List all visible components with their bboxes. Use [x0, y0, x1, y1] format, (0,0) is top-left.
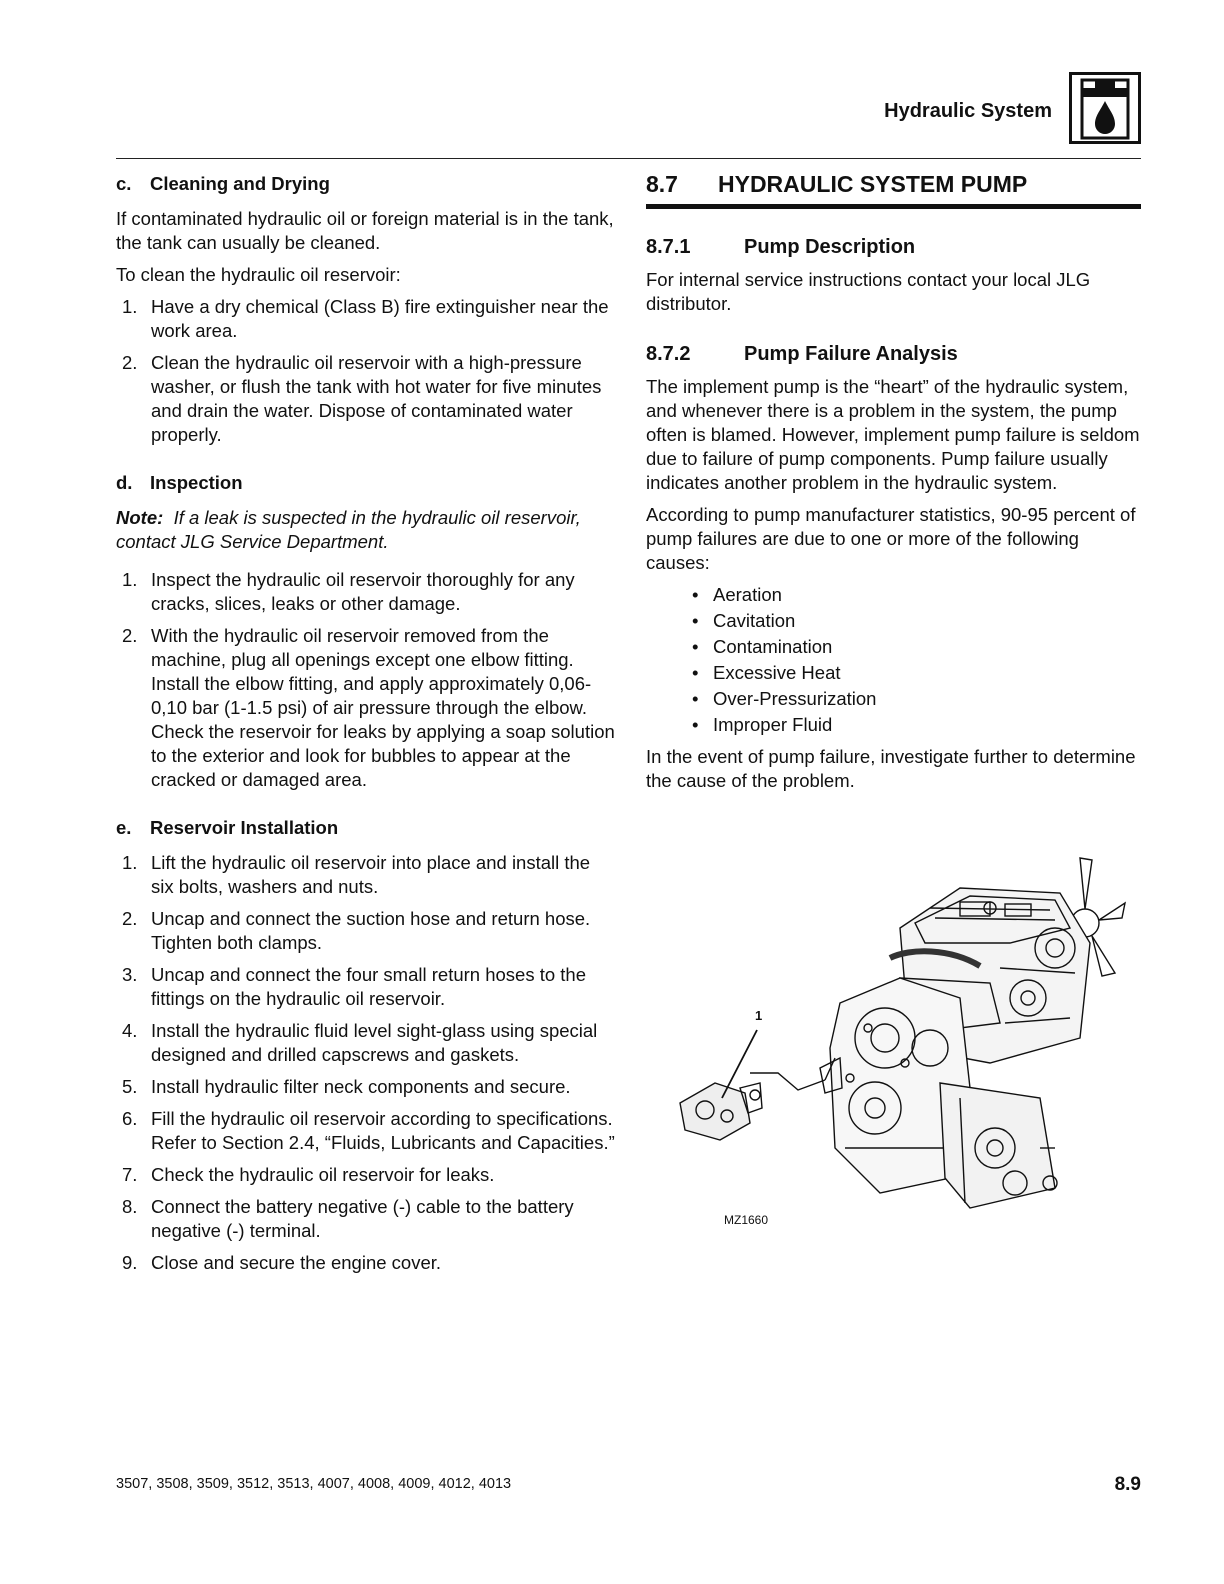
subsection-e-heading: e. Reservoir Installation [116, 817, 339, 838]
list-item: • Cavitation [692, 609, 1141, 633]
list-item: 7. Check the hydraulic oil reservoir for leaks. [122, 1164, 495, 1185]
list-item: 2. Uncap and connect the suction hose and return hose. Tighten both clamps. [122, 908, 591, 953]
cleaning-intro: If contaminated hydraulic oil or foreign material is in the tank, the tank can usually be cleaned. [116, 208, 614, 253]
list-item: 9. Close and secure the engine cover. [122, 1252, 442, 1273]
header-title: Hydraulic System [884, 100, 1052, 122]
hydraulic-section-icon [1069, 72, 1141, 144]
failure-causes-list [646, 583, 1141, 737]
list-item: • Contamination [692, 635, 1141, 659]
list-item: • Improper Fluid [692, 713, 1141, 737]
subsection-c-heading: c. Cleaning and Drying [116, 173, 330, 194]
pump-description-text: For internal service instructions contact your local JLG distributor. [646, 269, 1091, 314]
pump-description-heading: 8.7.1 Pump Description [646, 236, 916, 258]
section-heading: 8.7 HYDRAULIC SYSTEM PUMP [646, 172, 1141, 209]
hydraulic-pump-shape [680, 1083, 762, 1140]
hose-line [750, 1073, 825, 1090]
list-item: 1. Lift the hydraulic oil reservoir into place and install the six bolts, washers and nuts. [122, 852, 591, 897]
inspection-steps [116, 568, 616, 792]
pump-failure-conclusion: In the event of pump failure, investigate further to determine the cause of the problem. [646, 746, 1136, 791]
pump-failure-heading: 8.7.2 Pump Failure Analysis [646, 343, 958, 365]
page-number: 8.9 [1114, 1474, 1141, 1495]
list-item: 1. Have a dry chemical (Class B) fire extinguisher near the work area. [122, 296, 609, 341]
list-item: • Aeration [692, 583, 1141, 607]
list-item: • Excessive Heat [692, 661, 1141, 685]
list-item: • Over-Pressurization [692, 687, 1141, 711]
right-column [646, 172, 1141, 801]
pump-failure-stats: According to pump manufacturer statistics, 90-95 percent of pump failures are due to one or more of the following causes: [646, 504, 1136, 573]
list-item: 2. With the hydraulic oil reservoir removed from the machine, plug all openings except one elbow fitting. Install the elbow fitting, and apply approximately 0,06-0,10 bar (1-1.5 psi) of air pressure through the elbow. Check the reservoir for leaks by applying a soap solution to the exterior and look for bubbles to appear at the cracked or damaged area. [122, 625, 615, 790]
header-rule [116, 158, 1141, 159]
figure-code: MZ1660 [724, 1213, 769, 1227]
list-item: 6. Fill the hydraulic oil reservoir according to specifications. Refer to Section 2.4, “Fluids, Lubricants and Capacities.” [122, 1108, 615, 1153]
list-item: 2. Clean the hydraulic oil reservoir with a high-pressure washer, or flush the tank with hot water for five minutes and drain the water. Dispose of contaminated water properly. [122, 352, 602, 445]
left-column [116, 172, 616, 1299]
drop-box-shape [940, 1083, 1057, 1208]
list-item: 3. Uncap and connect the four small return hoses to the fittings on the hydraulic oil reservoir. [122, 964, 587, 1009]
list-item: 4. Install the hydraulic fluid level sight-glass using special designed and drilled capscrews and gaskets. [122, 1020, 598, 1065]
pump-failure-intro: The implement pump is the “heart” of the hydraulic system, and whenever there is a problem in the system, the pump often is blamed. However, implement pump failure is seldom due to failure of pump components. Pump failure usually indicates another problem in the hydraulic system. [646, 376, 1140, 493]
list-item: 5. Install hydraulic filter neck components and secure. [122, 1076, 571, 1097]
engine-pump-illustration [660, 848, 1130, 1248]
inspection-note: Note: If a leak is suspected in the hydraulic oil reservoir, contact JLG Service Department. [116, 507, 581, 552]
list-item: 1. Inspect the hydraulic oil reservoir thoroughly for any cracks, slices, leaks or other damage. [122, 569, 575, 614]
cleaning-lead: To clean the hydraulic oil reservoir: [116, 264, 401, 285]
installation-steps [116, 851, 616, 1275]
cleaning-steps [116, 295, 616, 447]
list-item: 8. Connect the battery negative (-) cable to the battery negative (-) terminal. [122, 1196, 574, 1241]
subsection-d-heading: d. Inspection [116, 472, 243, 493]
footer-models: 3507, 3508, 3509, 3512, 3513, 4007, 4008, 4009, 4012, 4013 [116, 1476, 512, 1492]
figure-callout-1: 1 [755, 1008, 763, 1023]
